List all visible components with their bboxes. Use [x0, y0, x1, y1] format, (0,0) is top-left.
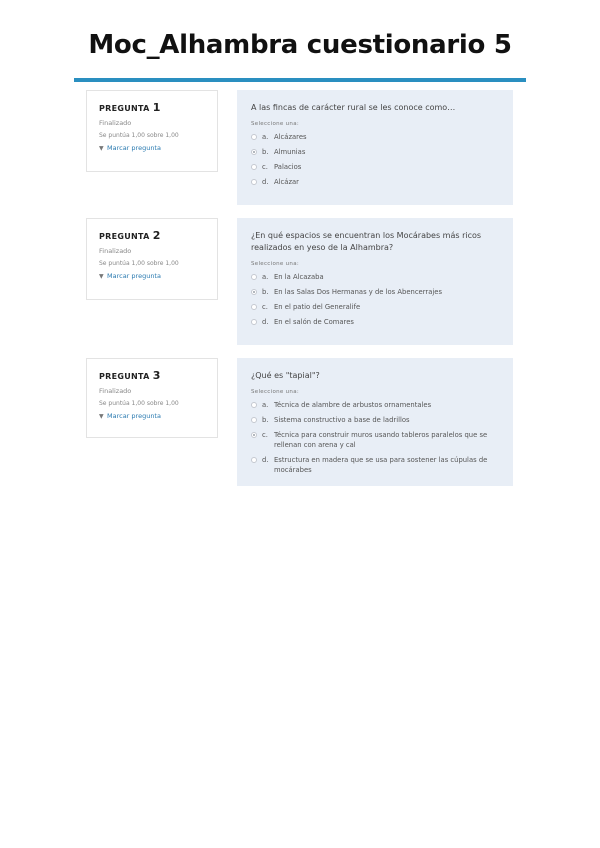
page-title: Moc_Alhambra cuestionario 5: [88, 30, 512, 60]
option-letter: c.: [262, 163, 268, 171]
option-letter: a.: [262, 133, 269, 141]
question-state: Finalizado: [99, 247, 132, 255]
option-text: Técnica de alambre de arbustos ornamentales: [274, 401, 432, 409]
answer-option[interactable]: [251, 302, 499, 312]
answer-option[interactable]: [251, 455, 499, 475]
option-letter: a.: [262, 273, 269, 281]
flag-label: Marcar pregunta: [107, 272, 161, 280]
answer-label: Seleccione una:: [251, 389, 300, 395]
option-text: Alcázar: [274, 178, 299, 186]
option-letter: b.: [262, 416, 269, 424]
question-grade: Se puntúa 1,00 sobre 1,00: [99, 260, 179, 267]
answer-option[interactable]: [251, 132, 499, 142]
question-text: ¿Qué es "tapial"?: [251, 371, 320, 380]
radio-button-selected[interactable]: [251, 149, 257, 155]
option-text: En la Alcazaba: [274, 273, 324, 281]
flag-question-link[interactable]: [99, 412, 205, 420]
answer-option[interactable]: [251, 177, 499, 187]
flag-icon: ▼: [99, 413, 104, 420]
question-number: 2: [152, 229, 161, 242]
radio-button-selected[interactable]: [251, 432, 257, 438]
question-text: A las fincas de carácter rural se les conoce como…: [251, 103, 456, 112]
radio-button-selected[interactable]: [251, 289, 257, 295]
answer-option[interactable]: [251, 287, 499, 297]
option-text: Alcázares: [274, 133, 307, 141]
question-info-1: [86, 90, 218, 172]
question-grade: Se puntúa 1,00 sobre 1,00: [99, 132, 179, 139]
question-text: ¿En qué espacios se encuentran los Mocárabes más ricos realizados en yeso de la Alhambra?: [251, 231, 482, 252]
answer-option[interactable]: [251, 400, 499, 410]
option-letter: d.: [262, 318, 269, 326]
option-text: En el salón de Comares: [274, 318, 354, 326]
radio-button[interactable]: [251, 417, 257, 423]
title-divider: [74, 78, 526, 82]
flag-icon: ▼: [99, 145, 104, 152]
option-letter: d.: [262, 456, 269, 464]
flag-icon: ▼: [99, 273, 104, 280]
option-text: Sistema constructivo a base de ladrillos: [274, 416, 410, 424]
answer-label: Seleccione una:: [251, 261, 300, 267]
question-content-1: [237, 90, 513, 205]
answer-option[interactable]: [251, 317, 499, 327]
question-heading: [99, 369, 205, 382]
option-letter: b.: [262, 288, 269, 296]
question-info-3: [86, 358, 218, 438]
question-content-3: [237, 358, 513, 486]
answer-label: Seleccione una:: [251, 121, 300, 127]
flag-label: Marcar pregunta: [107, 144, 161, 152]
option-letter: a.: [262, 401, 269, 409]
question-label: PREGUNTA: [99, 372, 150, 381]
option-text: En el patio del Generalife: [274, 303, 361, 311]
question-info-2: [86, 218, 218, 300]
radio-button[interactable]: [251, 402, 257, 408]
option-letter: c.: [262, 303, 268, 311]
question-number: 3: [152, 369, 161, 382]
question-content-2: [237, 218, 513, 345]
flag-question-link[interactable]: [99, 272, 205, 280]
flag-question-link[interactable]: [99, 144, 205, 152]
question-label: PREGUNTA: [99, 232, 150, 241]
radio-button[interactable]: [251, 457, 257, 463]
radio-button[interactable]: [251, 179, 257, 185]
question-label: PREGUNTA: [99, 104, 150, 113]
option-text: Almunias: [274, 148, 306, 156]
answer-option[interactable]: [251, 147, 499, 157]
answer-option[interactable]: [251, 415, 499, 425]
question-state: Finalizado: [99, 119, 132, 127]
radio-button[interactable]: [251, 304, 257, 310]
radio-button[interactable]: [251, 134, 257, 140]
flag-label: Marcar pregunta: [107, 412, 161, 420]
option-text: Palacios: [274, 163, 302, 171]
question-heading: [99, 229, 205, 242]
option-letter: c.: [262, 431, 268, 439]
question-grade: Se puntúa 1,00 sobre 1,00: [99, 400, 179, 407]
radio-button[interactable]: [251, 164, 257, 170]
option-letter: b.: [262, 148, 269, 156]
answer-option[interactable]: [251, 430, 499, 450]
question-number: 1: [152, 101, 161, 114]
radio-button[interactable]: [251, 319, 257, 325]
option-text: Técnica para construir muros usando tableros paralelos que se rellenan con arena y cal: [274, 431, 488, 449]
radio-button[interactable]: [251, 274, 257, 280]
option-text: Estructura en madera que se usa para sostener las cúpulas de mocárabes: [274, 456, 488, 474]
answer-option[interactable]: [251, 272, 499, 282]
answer-option[interactable]: [251, 162, 499, 172]
question-state: Finalizado: [99, 387, 132, 395]
option-text: En las Salas Dos Hermanas y de los Abencerrajes: [274, 288, 442, 296]
question-heading: [99, 101, 205, 114]
option-letter: d.: [262, 178, 269, 186]
